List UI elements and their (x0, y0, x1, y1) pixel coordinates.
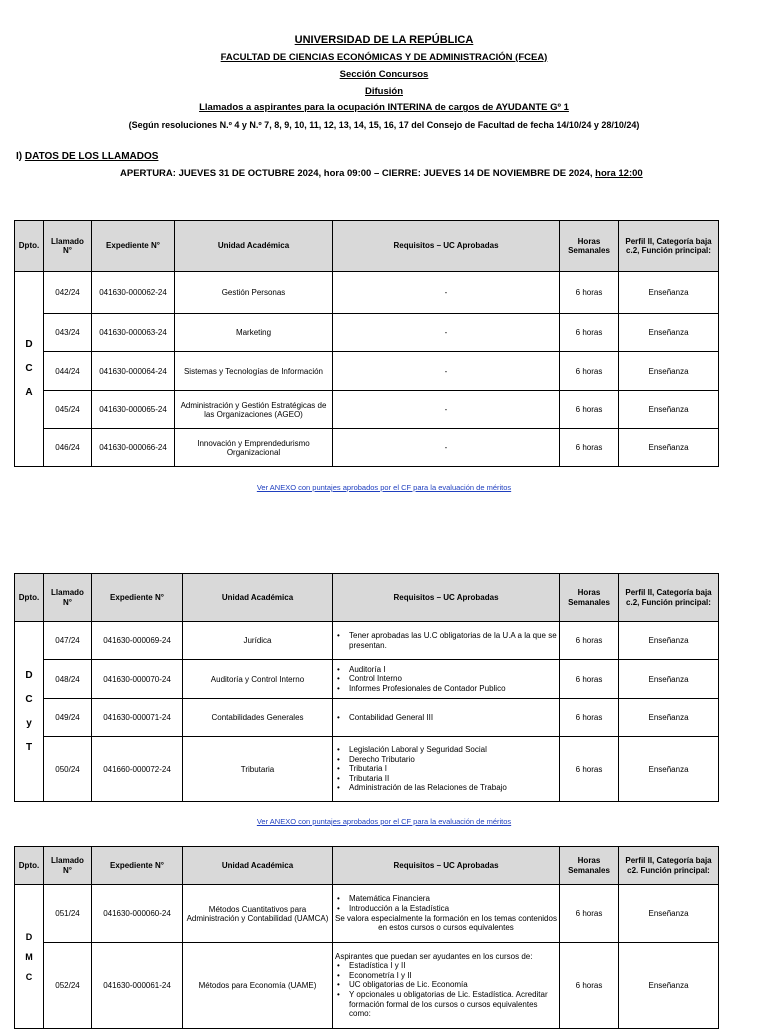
expediente-cell: 041630-000061-24 (92, 943, 183, 1029)
funcion-cell: Enseñanza (619, 391, 719, 429)
col-horas: Horas Semanales (560, 847, 619, 885)
unidad-cell: Administración y Gestión Estratégicas de las Organizaciones (AGEO) (175, 391, 333, 429)
requisitos-note: Se valora especialmente la formación en los temas contenidos en estos cursos o cursos equivalentes (335, 913, 557, 933)
unidad-cell: Tributaria (183, 737, 333, 802)
funcion-cell: Enseñanza (619, 660, 719, 699)
col-horas: Horas Semanales (560, 221, 619, 272)
requisitos-cell (333, 943, 560, 1029)
expediente-cell: 041630-000064-24 (92, 352, 175, 391)
horas-cell: 6 horas (560, 622, 619, 660)
section-number: I) (16, 151, 25, 162)
list-item: • Control Interno (349, 674, 557, 684)
unidad-cell: Innovación y Emprendedurismo Organizacional (175, 429, 333, 467)
unidad-cell: Métodos para Economía (UAME) (183, 943, 333, 1029)
llamado-cell: 049/24 (44, 699, 92, 737)
col-expediente: Expediente N° (92, 847, 183, 885)
llamado-cell: 052/24 (44, 943, 92, 1029)
list-item: • Tener aprobadas las U.C obligatorias de la U.A a la que se presentan. (349, 631, 557, 650)
requisitos-cell (333, 660, 560, 699)
table-row (15, 622, 719, 660)
horas-cell: 6 horas (560, 885, 619, 943)
funcion-cell: Enseñanza (619, 943, 719, 1029)
horas-cell: 6 horas (560, 943, 619, 1029)
llamado-cell: 051/24 (44, 885, 92, 943)
horas-cell: 6 horas (560, 272, 619, 314)
col-expediente: Expediente N° (92, 221, 175, 272)
requisitos-cell (333, 885, 560, 943)
list-item: • Y opcionales u obligatorias de Lic. Estadística. Acreditar formación formal de los cursos o cursos equivalentes como: (349, 990, 557, 1019)
requisitos-cell (333, 699, 560, 737)
funcion-cell: Enseñanza (619, 737, 719, 802)
col-unidad: Unidad Académica (175, 221, 333, 272)
horas-cell: 6 horas (560, 699, 619, 737)
table-row (15, 429, 719, 467)
table-row (15, 660, 719, 699)
section-title: Sección Concursos (339, 69, 429, 80)
col-perfil: Perfil II, Categoría baja c2. Función principal: (619, 847, 719, 885)
table-row (15, 314, 719, 352)
list-item: • Tributaria II (349, 774, 557, 784)
list-item: • Auditoría I (349, 665, 557, 675)
funcion-cell: Enseñanza (619, 699, 719, 737)
table-row (15, 352, 719, 391)
section-heading (16, 151, 158, 162)
expediente-cell: 041630-000069-24 (92, 622, 183, 660)
horas-cell: 6 horas (560, 314, 619, 352)
unidad-cell: Marketing (175, 314, 333, 352)
list-item: • UC obligatorias de Lic. Economía (349, 980, 557, 990)
funcion-cell: Enseñanza (619, 314, 719, 352)
anexo-link[interactable]: Ver ANEXO con puntajes aprobados por el CF para la evaluación de méritos (256, 483, 512, 492)
expediente-cell: 041630-000070-24 (92, 660, 183, 699)
list-item: • Introducción a la Estadística (349, 904, 557, 914)
col-requisitos: Requisitos – UC Aprobadas (333, 221, 560, 272)
table-row (15, 737, 719, 802)
list-item: • Matemática Financiera (349, 894, 557, 904)
horas-cell: 6 horas (560, 429, 619, 467)
dept-cell: D C A (15, 272, 44, 467)
col-dpto: Dpto. (15, 847, 44, 885)
llamado-cell: 043/24 (44, 314, 92, 352)
requisitos-intro: Aspirantes que puedan ser ayudantes en los cursos de: (335, 952, 533, 962)
expediente-cell: 041630-000066-24 (92, 429, 175, 467)
anexo-link[interactable]: Ver ANEXO con puntajes aprobados por el CF para la evaluación de méritos (256, 817, 512, 826)
expediente-cell: 041630-000060-24 (92, 885, 183, 943)
list-item: • Estadística I y II (349, 961, 557, 971)
calls-table-dca (14, 220, 719, 467)
dept-cell: D M C (15, 885, 44, 1029)
expediente-cell: 041630-000063-24 (92, 314, 175, 352)
unidad-cell: Jurídica (183, 622, 333, 660)
dept-cell: D C y T (15, 622, 44, 802)
llamado-cell: 044/24 (44, 352, 92, 391)
apertura-hora: hora 12:00 (595, 168, 643, 179)
table-row (15, 391, 719, 429)
funcion-cell: Enseñanza (619, 885, 719, 943)
funcion-cell: Enseñanza (619, 272, 719, 314)
funcion-cell: Enseñanza (619, 429, 719, 467)
llamado-cell: 048/24 (44, 660, 92, 699)
col-horas: Horas Semanales (560, 574, 619, 622)
col-requisitos: Requisitos – UC Aprobadas (333, 574, 560, 622)
unidad-cell: Métodos Cuantitativos para Administración y Contabilidad (UAMCA) (183, 885, 333, 943)
llamado-cell: 046/24 (44, 429, 92, 467)
expediente-cell: 041630-000062-24 (92, 272, 175, 314)
call-title: Llamados a aspirantes para la ocupación INTERINA de cargos de AYUDANTE Gº 1 (199, 102, 569, 113)
horas-cell: 6 horas (560, 660, 619, 699)
col-dpto: Dpto. (15, 574, 44, 622)
requisitos-cell: - (333, 314, 560, 352)
col-dpto: Dpto. (15, 221, 44, 272)
col-unidad: Unidad Académica (183, 574, 333, 622)
requisitos-cell (333, 737, 560, 802)
horas-cell: 6 horas (560, 352, 619, 391)
resolution-text: (Según resoluciones N.º 4 y N.º 7, 8, 9, 10, 11, 12, 13, 14, 15, 16, 17 del Consejo de Facultad de fecha 14/10/24 y 28/10/24) (128, 120, 640, 130)
requisitos-cell (333, 622, 560, 660)
llamado-cell: 045/24 (44, 391, 92, 429)
col-expediente: Expediente N° (92, 574, 183, 622)
diffusion-title: Difusión (365, 86, 403, 97)
table-row (15, 943, 719, 1029)
table-row (15, 699, 719, 737)
table-row (15, 272, 719, 314)
list-item: • Derecho Tributario (349, 755, 557, 765)
section-label: DATOS DE LOS LLAMADOS (24, 151, 159, 162)
llamado-cell: 042/24 (44, 272, 92, 314)
list-item: • Legislación Laboral y Seguridad Social (349, 745, 557, 755)
expediente-cell: 041630-000071-24 (92, 699, 183, 737)
university-title: UNIVERSIDAD DE LA REPÚBLICA (294, 34, 474, 46)
funcion-cell: Enseñanza (619, 622, 719, 660)
table-row (15, 885, 719, 943)
expediente-cell: 041630-000065-24 (92, 391, 175, 429)
col-perfil: Perfil II, Categoría baja c.2, Función principal: (619, 574, 719, 622)
calls-table-dmc (14, 846, 719, 1029)
col-llamado: Llamado N° (44, 847, 92, 885)
list-item: • Contabilidad General III (349, 713, 557, 723)
llamado-cell: 050/24 (44, 737, 92, 802)
list-item: • Econometría I y II (349, 971, 557, 981)
col-perfil: Perfil II, Categoría baja c.2, Función principal: (619, 221, 719, 272)
expediente-cell: 041660-000072-24 (92, 737, 183, 802)
col-unidad: Unidad Académica (183, 847, 333, 885)
apertura-text: APERTURA: JUEVES 31 DE OCTUBRE 2024, hora 09:00 – CIERRE: JUEVES 14 DE NOVIEMBRE DE 2024, (120, 168, 596, 179)
funcion-cell: Enseñanza (619, 352, 719, 391)
requisitos-cell: - (333, 352, 560, 391)
requisitos-cell: - (333, 272, 560, 314)
list-item: • Informes Profesionales de Contador Publico (349, 684, 557, 694)
col-llamado: Llamado N° (44, 221, 92, 272)
faculty-title: FACULTAD DE CIENCIAS ECONÓMICAS Y DE ADMINISTRACIÓN (FCEA) (220, 52, 548, 63)
list-item: • Tributaria I (349, 764, 557, 774)
unidad-cell: Gestión Personas (175, 272, 333, 314)
col-requisitos: Requisitos – UC Aprobadas (333, 847, 560, 885)
horas-cell: 6 horas (560, 391, 619, 429)
col-llamado: Llamado N° (44, 574, 92, 622)
llamado-cell: 047/24 (44, 622, 92, 660)
calls-table-dcyt (14, 573, 719, 802)
unidad-cell: Auditoría y Control Interno (183, 660, 333, 699)
apertura-line (120, 168, 643, 179)
requisitos-cell: - (333, 429, 560, 467)
requisitos-cell: - (333, 391, 560, 429)
unidad-cell: Sistemas y Tecnologías de Información (175, 352, 333, 391)
list-item: • Administración de las Relaciones de Trabajo (349, 783, 557, 793)
unidad-cell: Contabilidades Generales (183, 699, 333, 737)
horas-cell: 6 horas (560, 737, 619, 802)
